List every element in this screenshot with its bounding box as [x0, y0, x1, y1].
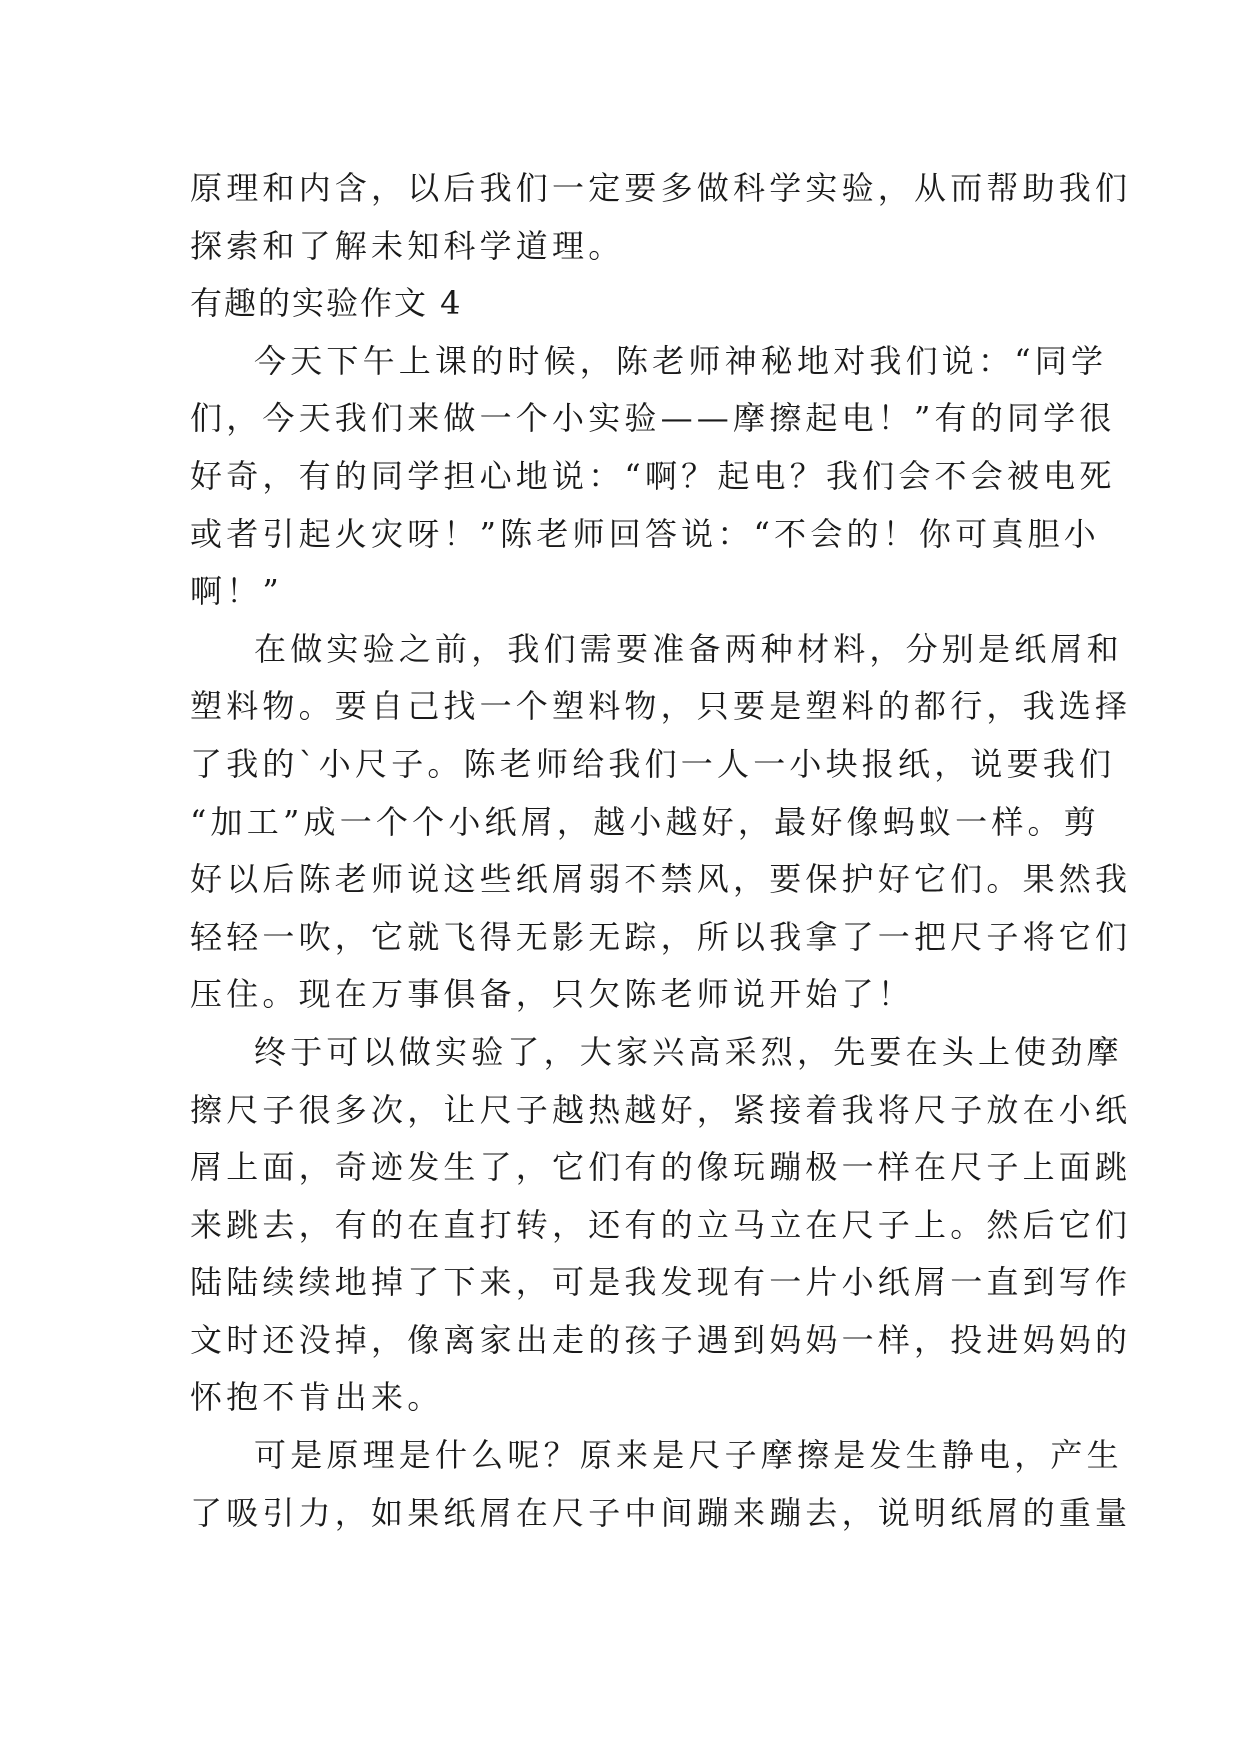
text-line: 了吸引力，如果纸屑在尺子中间蹦来蹦去，说明纸屑的重量 — [190, 1493, 1132, 1532]
text-line: 擦尺子很多次，让尺子越热越好，紧接着我将尺子放在小纸 — [190, 1090, 1132, 1129]
paragraph-first-line: 今天下午上课的时候，陈老师神秘地对我们说：“同学 — [254, 341, 1108, 380]
text-line: 们，今天我们来做一个小实验——摩擦起电！”有的同学很 — [190, 399, 1116, 438]
paragraph-first-line: 在做实验之前，我们需要准备两种材料，分别是纸屑和 — [254, 629, 1123, 668]
text-line: 啊！” — [190, 572, 283, 611]
text-line: 文时还没掉，像离家出走的孩子遇到妈妈一样，投进妈妈的 — [190, 1320, 1132, 1359]
section-heading: 有趣的实验作文 4 — [190, 284, 463, 323]
text-line: 了我的`小尺子。陈老师给我们一人一小块报纸，说要我们 — [190, 744, 1116, 783]
text-line: 好以后陈老师说这些纸屑弱不禁风，要保护好它们。果然我 — [190, 860, 1132, 899]
text-line: 屑上面，奇迹发生了，它们有的像玩蹦极一样在尺子上面跳 — [190, 1148, 1132, 1187]
text-line: 来跳去，有的在直打转，还有的立马立在尺子上。然后它们 — [190, 1205, 1132, 1244]
document-page — [190, 160, 1132, 1542]
text-line: 原理和内含，以后我们一定要多做科学实验，从而帮助我们 — [190, 169, 1132, 207]
text-line: 探索和了解未知科学道理。 — [190, 226, 625, 265]
paragraph-first-line: 终于可以做实验了，大家兴高采烈，先要在头上使劲摩 — [254, 1032, 1123, 1071]
text-line: 压住。现在万事俱备，只欠陈老师说开始了！ — [190, 975, 915, 1014]
text-line: “加工”成一个个小纸屑，越小越好，最好像蚂蚁一样。剪 — [190, 802, 1100, 841]
paragraph-first-line: 可是原理是什么呢？原来是尺子摩擦是发生静电，产生 — [254, 1436, 1123, 1475]
text-line: 好奇，有的同学担心地说：“啊？起电？我们会不会被电死 — [190, 456, 1116, 495]
text-line: 或者引起火灾呀！”陈老师回答说：“不会的！你可真胆小 — [190, 514, 1100, 553]
text-line: 陆陆续续地掉了下来，可是我发现有一片小纸屑一直到写作 — [190, 1263, 1132, 1302]
text-line: 怀抱不肯出来。 — [190, 1378, 444, 1417]
text-line: 轻轻一吹，它就飞得无影无踪，所以我拿了一把尺子将它们 — [190, 917, 1132, 956]
text-line: 塑料物。要自己找一个塑料物，只要是塑料的都行，我选择 — [190, 687, 1132, 726]
